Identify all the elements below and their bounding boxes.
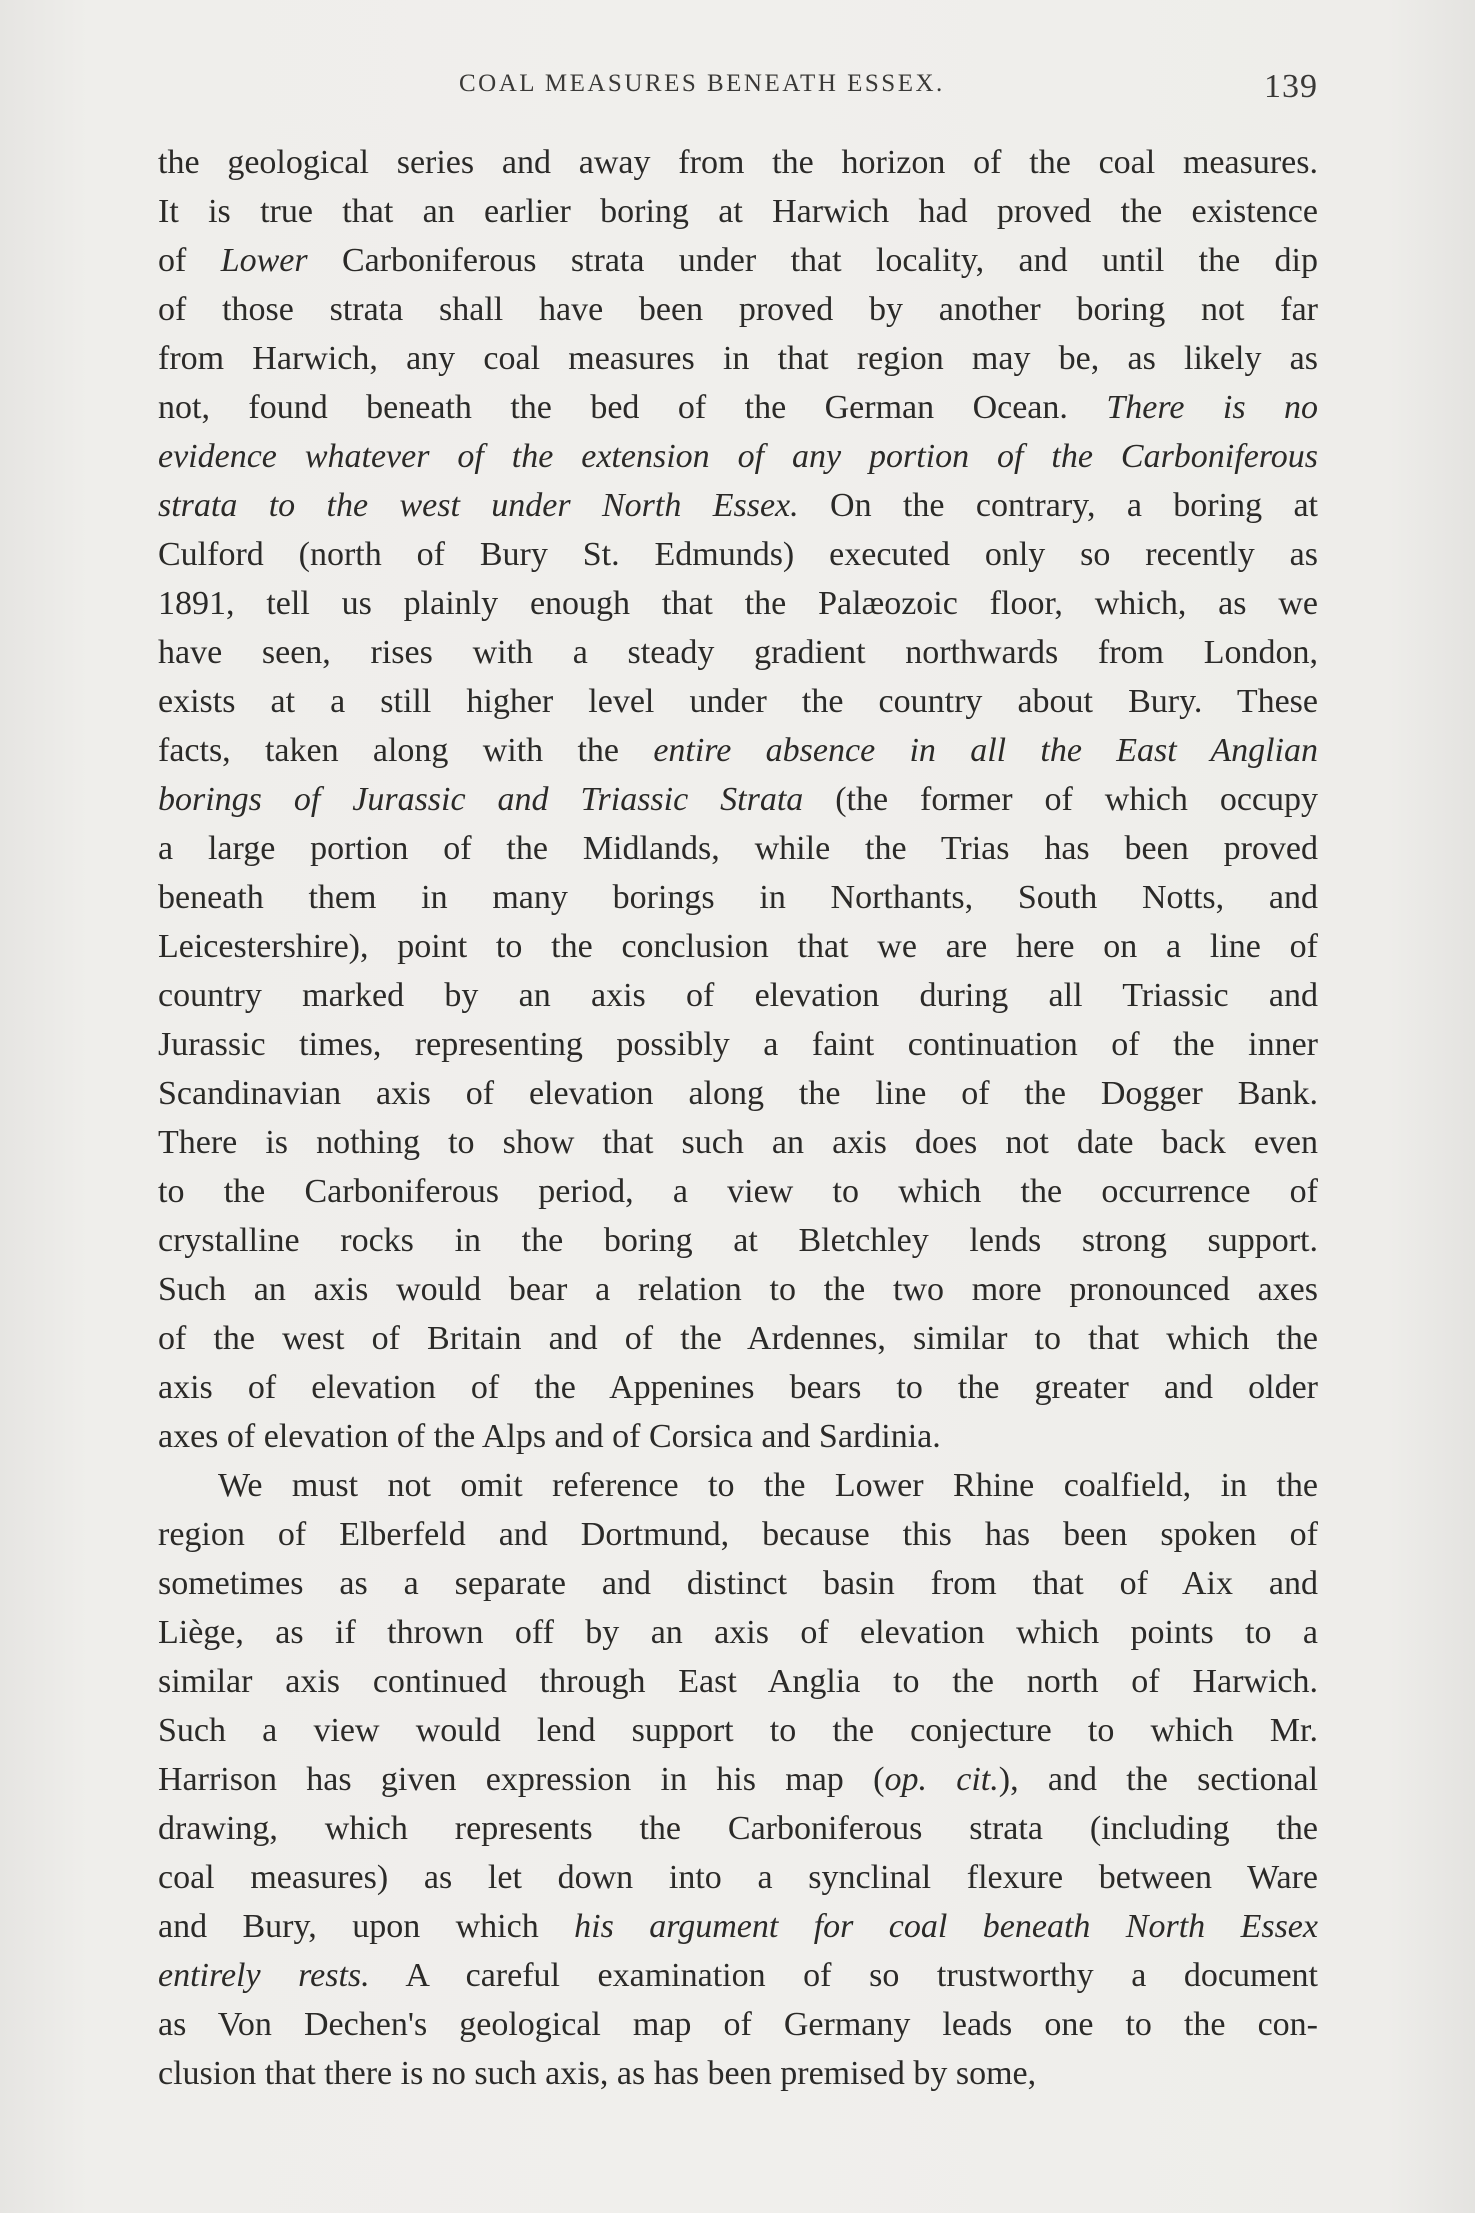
text-line — [158, 1020, 1318, 1069]
text-line — [158, 1265, 1318, 1314]
italic-segment: entire absence in all the East Anglian — [653, 732, 1318, 769]
paragraph — [158, 138, 1318, 1461]
text-segment: region of Elberfeld and Dortmund, because this has been spoken of — [158, 1516, 1318, 1553]
text-segment: from Harwich, any coal measures in that region may be, as likely as — [158, 340, 1318, 377]
text-segment: There is nothing to show that such an axis does not date back even — [158, 1124, 1318, 1161]
text-line — [158, 138, 1318, 187]
italic-segment: strata to the west under North Essex. — [158, 487, 799, 524]
text-segment: Harrison has given expression in his map ( — [158, 1761, 885, 1798]
text-segment: clusion that there is no such axis, as has been premised by some, — [158, 2055, 1037, 2092]
text-segment: Such an axis would bear a relation to the two more pronounced axes — [158, 1271, 1318, 1308]
text-segment: exists at a still higher level under the country about Bury. These — [158, 683, 1318, 720]
text-segment: Culford (north of Bury St. Edmunds) executed only so recently as — [158, 536, 1318, 573]
text-line — [158, 971, 1318, 1020]
text-line — [158, 579, 1318, 628]
text-line — [158, 922, 1318, 971]
text-line — [158, 334, 1318, 383]
page-number: 139 — [1264, 68, 1318, 105]
text-line — [158, 1314, 1318, 1363]
text-line — [158, 726, 1318, 775]
text-line — [158, 1363, 1318, 1412]
text-segment: Scandinavian axis of elevation along the line of the Dogger Bank. — [158, 1075, 1318, 1112]
text-segment: Liège, as if thrown off by an axis of elevation which points to a — [158, 1614, 1318, 1651]
italic-segment: entirely rests. — [158, 1957, 370, 1994]
text-line — [158, 824, 1318, 873]
text-segment: drawing, which represents the Carboniferous strata (including the — [158, 1810, 1318, 1847]
text-segment: the geological series and away from the horizon of the coal measures. — [158, 144, 1318, 181]
text-line — [158, 2000, 1318, 2049]
text-line — [158, 2049, 1318, 2098]
text-line — [158, 432, 1318, 481]
text-segment: A careful examination of so trustworthy a document — [369, 1957, 1318, 1994]
text-line — [158, 383, 1318, 432]
text-line — [158, 236, 1318, 285]
text-segment: of the west of Britain and of the Ardennes, similar to that which the — [158, 1320, 1318, 1357]
italic-segment: Lower — [220, 242, 308, 279]
text-segment: Such a view would lend support to the conjecture to which Mr. — [158, 1712, 1318, 1749]
text-segment: We must not omit reference to the Lower Rhine coalfield, in the — [218, 1467, 1318, 1504]
text-segment: of — [158, 242, 221, 279]
italic-segment: his argument for coal beneath North Essex — [574, 1908, 1318, 1945]
text-segment: axis of elevation of the Appenines bears to the greater and older — [158, 1369, 1318, 1406]
text-line — [158, 1706, 1318, 1755]
text-line — [158, 1118, 1318, 1167]
text-segment: Leicestershire), point to the conclusion that we are here on a line of — [158, 928, 1318, 965]
body-text — [158, 138, 1318, 2098]
text-line — [158, 1559, 1318, 1608]
text-line — [158, 775, 1318, 824]
text-segment: Carboniferous strata under that locality, and until the dip — [307, 242, 1319, 279]
text-line — [158, 285, 1318, 334]
text-segment: crystalline rocks in the boring at Bletchley lends strong support. — [158, 1222, 1318, 1259]
page-header — [0, 64, 1475, 114]
text-line — [158, 1069, 1318, 1118]
text-segment: On the contrary, a boring at — [798, 487, 1318, 524]
text-segment: not, found beneath the bed of the German Ocean. — [158, 389, 1107, 426]
text-segment: axes of elevation of the Alps and of Corsica and Sardinia. — [158, 1418, 941, 1455]
text-segment: Jurassic times, representing possibly a faint continuation of the inner — [158, 1026, 1318, 1063]
text-line — [158, 1853, 1318, 1902]
text-line — [158, 1804, 1318, 1853]
text-line — [158, 873, 1318, 922]
text-segment: similar axis continued through East Anglia to the north of Harwich. — [158, 1663, 1318, 1700]
running-head: COAL MEASURES BENEATH ESSEX. — [459, 70, 945, 97]
text-segment: 1891, tell us plainly enough that the Palæozoic floor, which, as we — [158, 585, 1318, 622]
text-line — [158, 1608, 1318, 1657]
text-line — [158, 481, 1318, 530]
text-line — [158, 1167, 1318, 1216]
text-line — [158, 677, 1318, 726]
text-segment: coal measures) as let down into a synclinal flexure between Ware — [158, 1859, 1318, 1896]
text-line — [158, 628, 1318, 677]
text-segment: sometimes as a separate and distinct basin from that of Aix and — [158, 1565, 1318, 1602]
text-segment: of those strata shall have been proved by another boring not far — [158, 291, 1318, 328]
italic-segment: evidence whatever of the extension of any portion of the Carboniferous — [158, 438, 1318, 475]
text-segment: It is true that an earlier boring at Harwich had proved the existence — [158, 193, 1318, 230]
text-line — [158, 1216, 1318, 1265]
text-segment: a large portion of the Midlands, while the Trias has been proved — [158, 830, 1318, 867]
italic-segment: op. cit. — [884, 1761, 999, 1798]
text-line — [158, 187, 1318, 236]
text-line — [158, 1510, 1318, 1559]
text-segment: and Bury, upon which — [158, 1908, 575, 1945]
text-segment: have seen, rises with a steady gradient northwards from London, — [158, 634, 1318, 671]
text-segment: (the former of which occupy — [803, 781, 1318, 818]
text-segment: to the Carboniferous period, a view to which the occurrence of — [158, 1173, 1318, 1210]
text-segment: ), and the sectional — [998, 1761, 1319, 1798]
text-line — [158, 1412, 1318, 1461]
text-segment: facts, taken along with the — [158, 732, 654, 769]
text-segment: country marked by an axis of elevation during all Triassic and — [158, 977, 1318, 1014]
text-line — [158, 1951, 1318, 2000]
italic-segment: There is no — [1106, 389, 1318, 426]
paragraph — [158, 1461, 1318, 2098]
text-line — [158, 530, 1318, 579]
text-line — [158, 1755, 1318, 1804]
text-line — [158, 1461, 1318, 1510]
text-line — [158, 1902, 1318, 1951]
text-segment: beneath them in many borings in Northants, South Notts, and — [158, 879, 1318, 916]
italic-segment: borings of Jurassic and Triassic Strata — [158, 781, 804, 818]
text-line — [158, 1657, 1318, 1706]
text-segment: as Von Dechen's geological map of Germany leads one to the con- — [158, 2006, 1318, 2043]
